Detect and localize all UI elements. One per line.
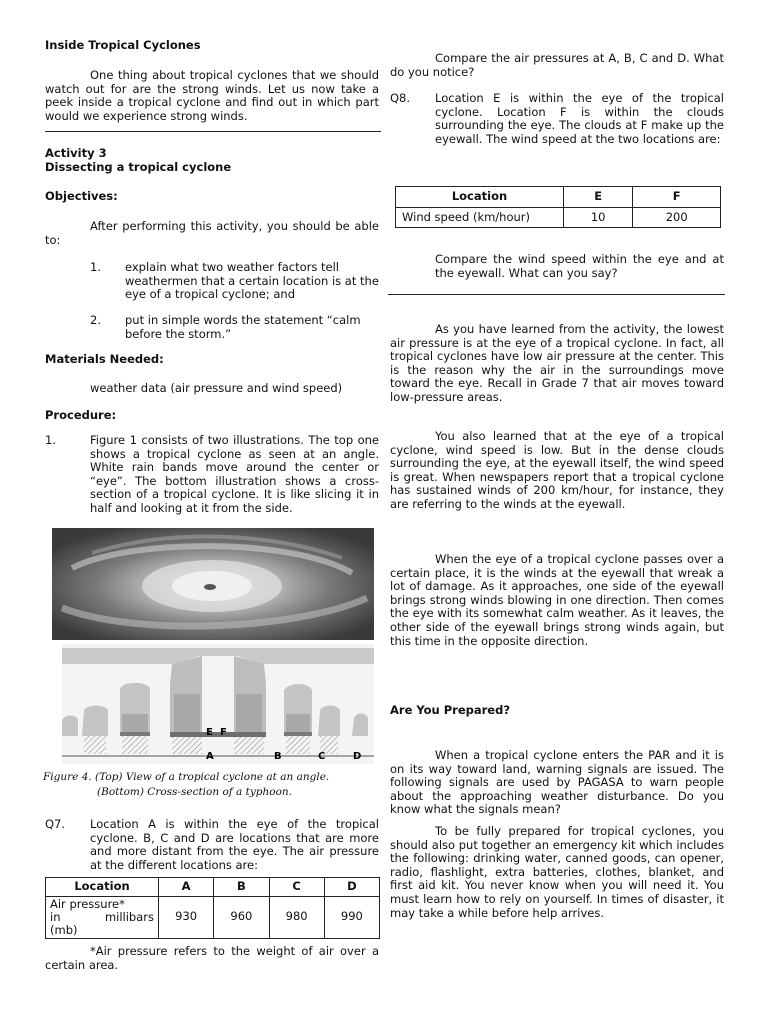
prepared-heading: Are You Prepared? xyxy=(390,703,511,717)
table-row-label: Wind speed (km/hour) xyxy=(396,207,564,228)
table-header: F xyxy=(633,187,721,208)
table-cell: 990 xyxy=(324,896,379,938)
figure-label-a: A xyxy=(206,751,214,762)
table-cell: 960 xyxy=(214,896,269,938)
air-pressure-table xyxy=(45,877,380,939)
table-header-row xyxy=(46,878,380,897)
table-header: D xyxy=(324,878,379,897)
table-cell: 200 xyxy=(633,207,721,228)
q7-number: Q7. xyxy=(45,817,66,831)
section-divider xyxy=(388,294,725,295)
objective-number: 1. xyxy=(90,260,101,274)
figure-caption-line2: (Bottom) Cross-section of a typhoon. xyxy=(97,786,292,798)
activity-subheading: Dissecting a tropical cyclone xyxy=(45,160,232,174)
q8-number: Q8. xyxy=(390,91,411,105)
paragraph-signals: When a tropical cyclone enters the PAR and it is on its way toward land, warning signals are issued. The following signals are used by PAGASA to warn people about the approaching weather disturbance. Do you know what the signals mean? xyxy=(390,748,724,817)
objective-text: put in simple words the statement “calm before the storm.” xyxy=(125,313,361,341)
compare-wind-text: Compare the wind speed within the eye and at the eyewall. What can you say? xyxy=(435,252,724,280)
row-label-word: in xyxy=(50,909,61,924)
table-cell: 930 xyxy=(159,896,214,938)
figure-label-e: E xyxy=(206,727,213,738)
procedure-heading: Procedure: xyxy=(45,408,117,422)
table-row-label xyxy=(46,896,159,938)
objective-number: 2. xyxy=(90,313,101,327)
figure-label-f: F xyxy=(220,727,227,738)
q8-text: Location E is within the eye of the tropical cyclone. Location F is within the clouds surrounding the eye. The clouds at F make up the eyewall. The wind speed at the two locations are: xyxy=(435,91,724,146)
objectives-heading: Objectives: xyxy=(45,189,118,203)
table-cell: 10 xyxy=(564,207,633,228)
compare-pressure-text: Compare the air pressures at A, B, C and D. What do you notice? xyxy=(390,51,724,79)
row-label-line: Air pressure* xyxy=(50,896,125,911)
table-header-row xyxy=(396,187,721,208)
activity-heading: Activity 3 xyxy=(45,146,107,160)
row-label-line xyxy=(50,911,154,924)
wind-speed-table xyxy=(395,186,721,228)
figure-caption-line1: Figure 4. (Top) View of a tropical cyclone at an angle. xyxy=(43,771,330,783)
section-divider xyxy=(45,131,381,132)
intro-paragraph: One thing about tropical cyclones that we should watch out for are the strong winds. Let us now take a peek inside a tropical cyclone and find out in which part would we experience strong winds. xyxy=(45,68,379,123)
objective-item-1 xyxy=(45,261,379,311)
table-header: A xyxy=(159,878,214,897)
row-label-word: millibars xyxy=(104,909,154,924)
paragraph-eyewall: When the eye of a tropical cyclone passes over a certain place, it is the winds at the eyewall that wreak a lot of damage. As it approaches, one side of the eyewall brings strong winds blowing in one direction. Then comes the eye with its somewhat calm weather. As it leaves, the other side of the eyewall brings strong winds again, but this time in the opposite direction. xyxy=(390,552,724,648)
procedure-number: 1. xyxy=(45,433,56,447)
cyclone-top-view-image xyxy=(52,528,374,640)
procedure-text: Figure 1 consists of two illustrations. The top one shows a tropical cyclone as seen at an angle. White rain bands move around the center or “eye”. The bottom illustration shows a cross-section of a tropical cyclone. It is like slicing it in half and looking at it from the side. xyxy=(90,433,379,515)
table-row xyxy=(46,896,380,938)
figure-label-b: B xyxy=(274,751,282,762)
paragraph-pressure: As you have learned from the activity, the lowest air pressure is at the eye of a tropical cyclone. In fact, all tropical cyclones have low air pressure at the center. This is the reason why the air in the surroundings move toward the eye. Recall in Grade 7 that air moves toward low-pressure areas. xyxy=(390,322,724,404)
cyclone-cross-section-diagram xyxy=(62,644,374,764)
table-header: C xyxy=(269,878,324,897)
objective-text: explain what two weather factors tell weathermen that a certain location is at the eye of a tropical cyclone; and xyxy=(125,260,379,302)
q7-text: Location A is within the eye of the tropical cyclone. B, C and D are locations that are more and more distant from the eye. The air pressure at the different locations are: xyxy=(90,817,379,872)
objectives-intro: After performing this activity, you should be able to: xyxy=(45,219,379,247)
paragraph-emergency-kit: To be fully prepared for tropical cyclones, you should also put together an emergency kit which includes the following: drinking water, canned goods, can opener, radio, flashlight, extra batteries, clothes, blanket, and first aid kit. You never know when you will need it. You must learn how to rely on yourself. In times of disaster, it may take a while before help arrives. xyxy=(390,824,724,920)
footnote: *Air pressure refers to the weight of air over a certain area. xyxy=(45,944,379,972)
figure-label-c: C xyxy=(318,751,326,762)
table-header: B xyxy=(214,878,269,897)
figure-label-d: D xyxy=(353,751,362,762)
table-header: E xyxy=(564,187,633,208)
materials-heading: Materials Needed: xyxy=(45,352,164,366)
materials-text: weather data (air pressure and wind speed) xyxy=(90,381,343,395)
table-header: Location xyxy=(46,878,159,897)
table-header: Location xyxy=(396,187,564,208)
paragraph-wind: You also learned that at the eye of a tropical cyclone, wind speed is low. But in the dense clouds surrounding the eye, at the eyewall itself, the wind speed is great. When newspapers report that a tropical cyclone has sustained winds of 200 km/hour, for instance, they are referring to the winds at the eyewall. xyxy=(390,429,724,511)
table-cell: 980 xyxy=(269,896,324,938)
objective-item-2 xyxy=(45,314,379,344)
page-title: Inside Tropical Cyclones xyxy=(45,38,201,52)
row-label-line: (mb) xyxy=(50,922,78,937)
table-row xyxy=(396,207,721,228)
